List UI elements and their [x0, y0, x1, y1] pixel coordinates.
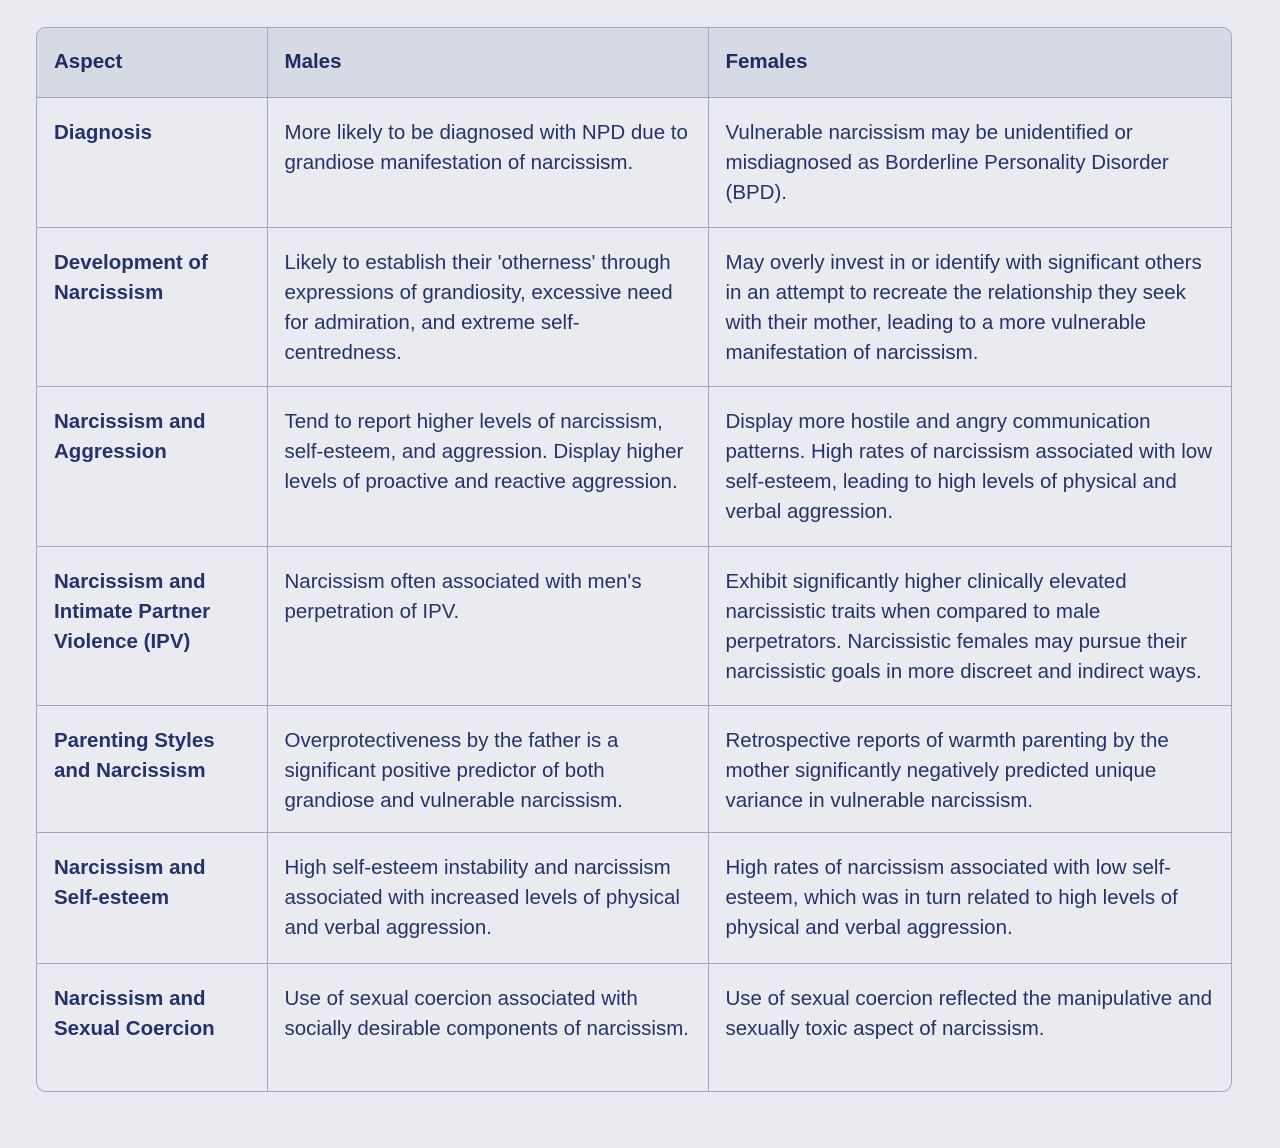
- males-cell: More likely to be diagnosed with NPD due to grandiose manifestation of narcissism.: [267, 97, 708, 227]
- males-cell: Likely to establish their 'otherness' through expressions of grandiosity, excessive need for admiration, and extreme self-centredness.: [267, 227, 708, 386]
- table-row: [37, 227, 1231, 386]
- males-cell: Narcissism often associated with men's perpetration of IPV.: [267, 546, 708, 705]
- table-row: [37, 97, 1231, 227]
- table-row: [37, 705, 1231, 832]
- header-males: Males: [267, 28, 708, 97]
- aspect-cell: Narcissism and Aggression: [37, 386, 267, 546]
- table-row: [37, 546, 1231, 705]
- header-females: Females: [708, 28, 1231, 97]
- aspect-cell: Parenting Styles and Narcissism: [37, 705, 267, 832]
- females-cell: Vulnerable narcissism may be unidentified or misdiagnosed as Borderline Personality Disorder (BPD).: [708, 97, 1231, 227]
- males-cell: High self-esteem instability and narcissism associated with increased levels of physical and verbal aggression.: [267, 832, 708, 963]
- males-cell: Use of sexual coercion associated with socially desirable components of narcissism.: [267, 963, 708, 1091]
- header-aspect: Aspect: [37, 28, 267, 97]
- males-cell: Overprotectiveness by the father is a significant positive predictor of both grandiose and vulnerable narcissism.: [267, 705, 708, 832]
- females-cell: High rates of narcissism associated with low self-esteem, which was in turn related to high levels of physical and verbal aggression.: [708, 832, 1231, 963]
- females-cell: May overly invest in or identify with significant others in an attempt to recreate the relationship they seek with their mother, leading to a more vulnerable manifestation of narcissism.: [708, 227, 1231, 386]
- females-cell: Exhibit significantly higher clinically elevated narcissistic traits when compared to male perpetrators. Narcissistic females may pursue their narcissistic goals in more discreet and indirect ways.: [708, 546, 1231, 705]
- comparison-table: [36, 27, 1232, 1092]
- males-cell: Tend to report higher levels of narcissism, self-esteem, and aggression. Display higher levels of proactive and reactive aggression.: [267, 386, 708, 546]
- females-cell: Retrospective reports of warmth parenting by the mother significantly negatively predicted unique variance in vulnerable narcissism.: [708, 705, 1231, 832]
- aspect-cell: Development of Narcissism: [37, 227, 267, 386]
- table-row: [37, 963, 1231, 1091]
- females-cell: Display more hostile and angry communication patterns. High rates of narcissism associated with low self-esteem, leading to high levels of physical and verbal aggression.: [708, 386, 1231, 546]
- aspect-cell: Narcissism and Intimate Partner Violence (IPV): [37, 546, 267, 705]
- aspect-cell: Narcissism and Self-esteem: [37, 832, 267, 963]
- aspect-cell: Narcissism and Sexual Coercion: [37, 963, 267, 1091]
- table-row: [37, 386, 1231, 546]
- table-row: [37, 832, 1231, 963]
- header-row: [37, 28, 1231, 97]
- females-cell: Use of sexual coercion reflected the manipulative and sexually toxic aspect of narcissism.: [725, 986, 1213, 1040]
- aspect-cell: Diagnosis: [37, 97, 267, 227]
